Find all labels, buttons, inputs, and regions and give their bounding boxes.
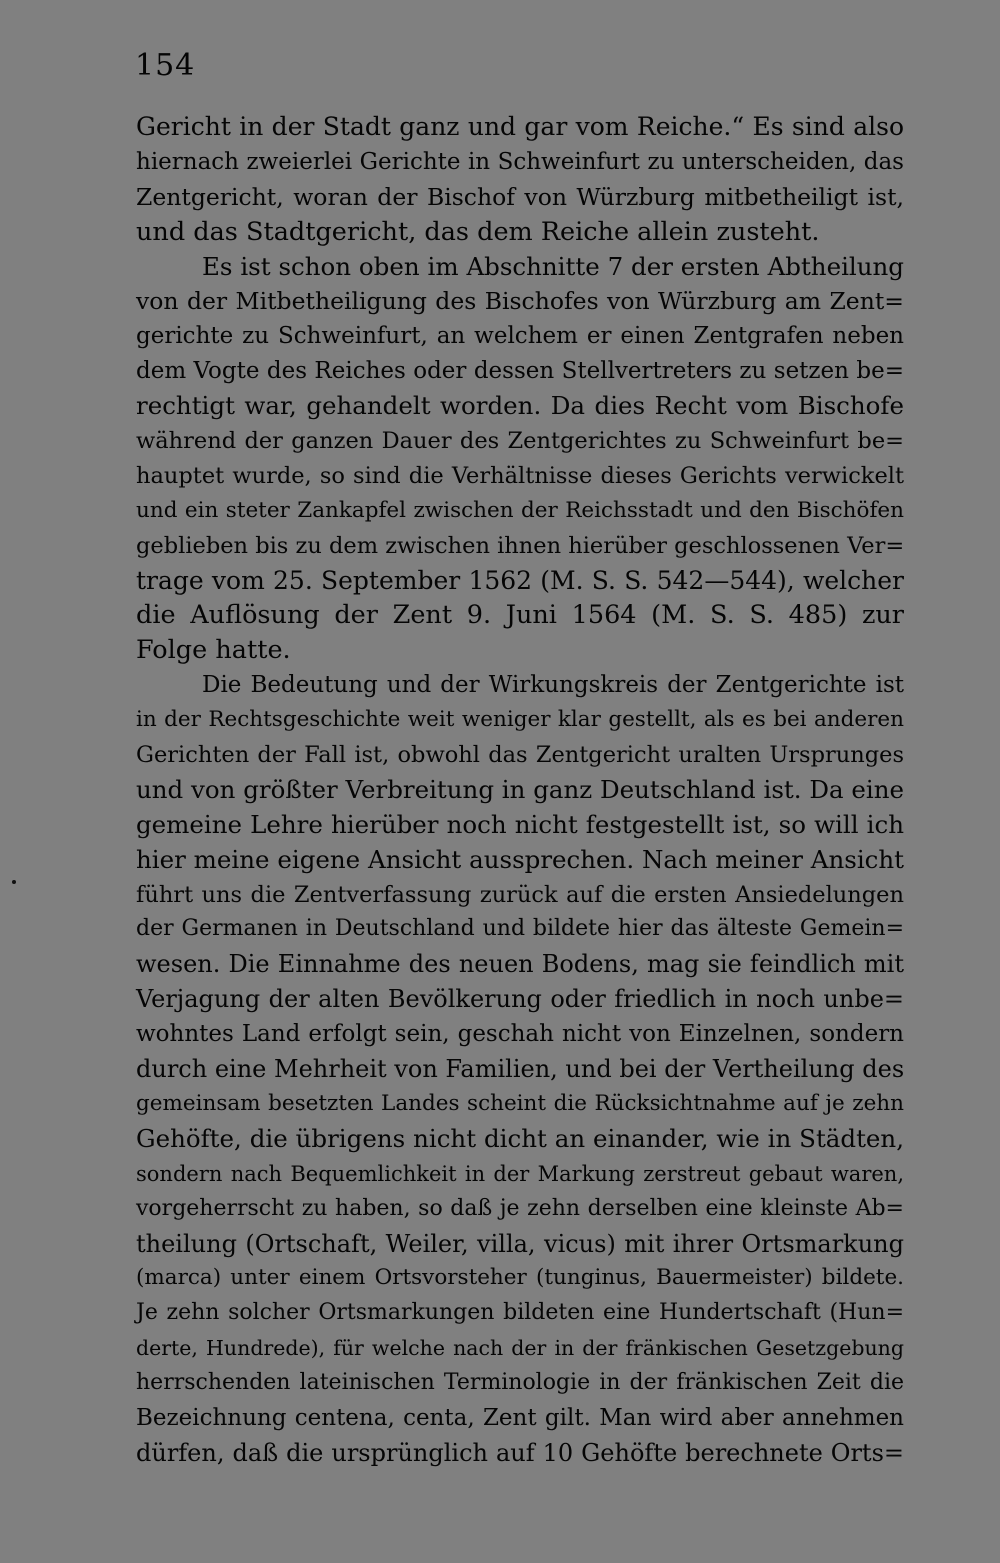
page-number: 154: [135, 48, 196, 83]
text-line: hiernach zweierlei Gerichte in Schweinfurt zu unterscheiden, das: [136, 148, 904, 175]
body-text: [136, 110, 904, 1471]
text-line: hier meine eigene Ansicht aussprechen. Nach meiner Ansicht: [136, 844, 904, 874]
text-line: dürfen, daß die ursprünglich auf 10 Gehöfte berechnete Orts=: [136, 1438, 904, 1467]
text-line: trage vom 25. September 1562 (M. S. S. 542—544), welcher: [136, 565, 904, 595]
text-line: Gehöfte, die übrigens nicht dicht an einander, wie in Städten,: [136, 1123, 904, 1153]
text-line: Gerichten der Fall ist, obwohl das Zentgericht uralten Ursprunges: [136, 742, 904, 769]
text-line: von der Mitbetheiligung des Bischofes von Würzburg am Zent=: [136, 287, 904, 316]
text-line: hauptet wurde, so sind die Verhältnisse dieses Gerichts verwickelt: [136, 462, 904, 489]
text-line: Folge hatte.: [136, 635, 291, 666]
text-line: vorgeherrscht zu haben, so daß je zehn derselben eine kleinste Ab=: [136, 1195, 904, 1221]
text-line: derte, Hundrede), für welche nach der in der fränkischen Gesetzgebung: [136, 1336, 904, 1361]
text-line: Verjagung der alten Bevölkerung oder friedlich in noch unbe=: [136, 985, 904, 1014]
text-line: führt uns die Zentverfassung zurück auf die ersten Ansiedelungen: [136, 881, 904, 908]
text-line: Zentgericht, woran der Bischof von Würzburg mitbetheiligt ist,: [136, 182, 904, 211]
margin-speck: [12, 880, 16, 884]
text-line: Gericht in der Stadt ganz und gar vom Reiche.“ Es sind also: [136, 112, 904, 141]
text-line: und ein steter Zankapfel zwischen der Reichsstadt und den Bischöfen: [136, 497, 904, 523]
text-line: der Germanen in Deutschland und bildete hier das älteste Gemein=: [136, 916, 904, 942]
text-line: theilung (Ortschaft, Weiler, villa, vicus) mit ihrer Ortsmarkung: [136, 1229, 904, 1258]
text-line: durch eine Mehrheit von Familien, und bei der Vertheilung des: [136, 1055, 905, 1084]
text-line: gemeine Lehre hierüber noch nicht festgestellt ist, so will ich: [136, 809, 904, 839]
text-line: in der Rechtsgeschichte weit weniger klar gestellt, als es bei anderen: [136, 707, 904, 733]
text-line: gerichte zu Schweinfurt, an welchem er einen Zentgrafen neben: [136, 323, 904, 350]
text-line: geblieben bis zu dem zwischen ihnen hierüber geschlossenen Ver=: [136, 532, 905, 559]
text-line: wohntes Land erfolgt sein, geschah nicht von Einzelnen, sondern: [136, 1021, 904, 1048]
text-line: die Auflösung der Zent 9. Juni 1564 (M. S. S. 485) zur: [136, 600, 904, 631]
text-line: während der ganzen Dauer des Zentgerichtes zu Schweinfurt be=: [136, 428, 904, 455]
text-line: rechtigt war, gehandelt worden. Da dies Recht vom Bischofe: [136, 391, 904, 421]
text-line: Es ist schon oben im Abschnitte 7 der ersten Abtheilung: [202, 251, 904, 281]
text-line: Bezeichnung centena, centa, Zent gilt. Man wird aber annehmen: [136, 1404, 904, 1431]
text-line: und von größter Verbreitung in ganz Deutschland ist. Da eine: [136, 774, 904, 804]
text-line: (marca) unter einem Ortsvorsteher (tunginus, Bauermeister) bildete.: [136, 1265, 904, 1291]
text-line: und das Stadtgericht, das dem Reiche allein zusteht.: [136, 216, 820, 247]
text-line: sondern nach Bequemlichkeit in der Markung zerstreut gebaut waren,: [136, 1161, 904, 1186]
text-line: gemeinsam besetzten Landes scheint die Rücksichtnahme auf je zehn: [136, 1090, 904, 1116]
text-line: Die Bedeutung und der Wirkungskreis der Zentgerichte ist: [202, 672, 904, 699]
text-line: wesen. Die Einnahme des neuen Bodens, mag sie feindlich mit: [136, 950, 904, 979]
text-line: Je zehn solcher Ortsmarkungen bildeten eine Hundertschaft (Hun=: [136, 1300, 904, 1326]
text-line: herrschenden lateinischen Terminologie in der fränkischen Zeit die: [136, 1370, 904, 1396]
text-line: dem Vogte des Reiches oder dessen Stellvertreters zu setzen be=: [136, 358, 904, 385]
